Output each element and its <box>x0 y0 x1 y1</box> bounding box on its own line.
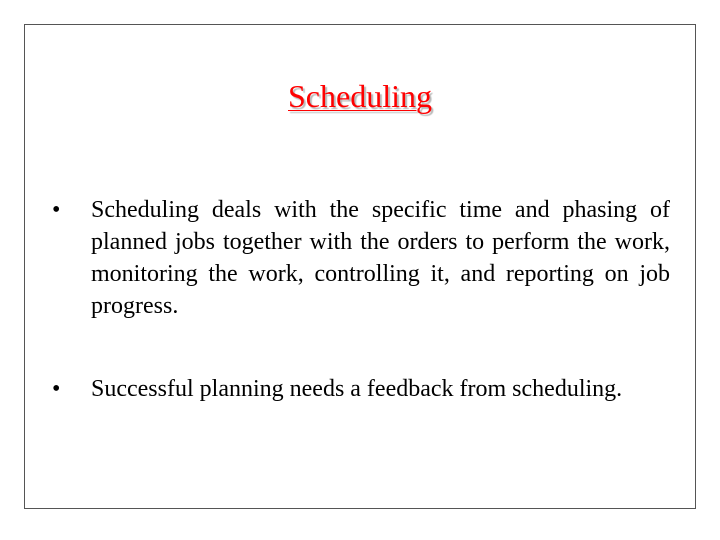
bullet-text: Successful planning needs a feedback from scheduling. <box>91 376 623 402</box>
bullet-text: Scheduling deals with the specific time and phasing of planned jobs together with the orders to perform the work, monitoring the work, controlling it, and reporting on job progress. <box>91 197 670 319</box>
bullet-marker: • <box>52 376 61 402</box>
bullet-marker: • <box>52 197 61 223</box>
slide-title: Scheduling <box>288 78 432 114</box>
